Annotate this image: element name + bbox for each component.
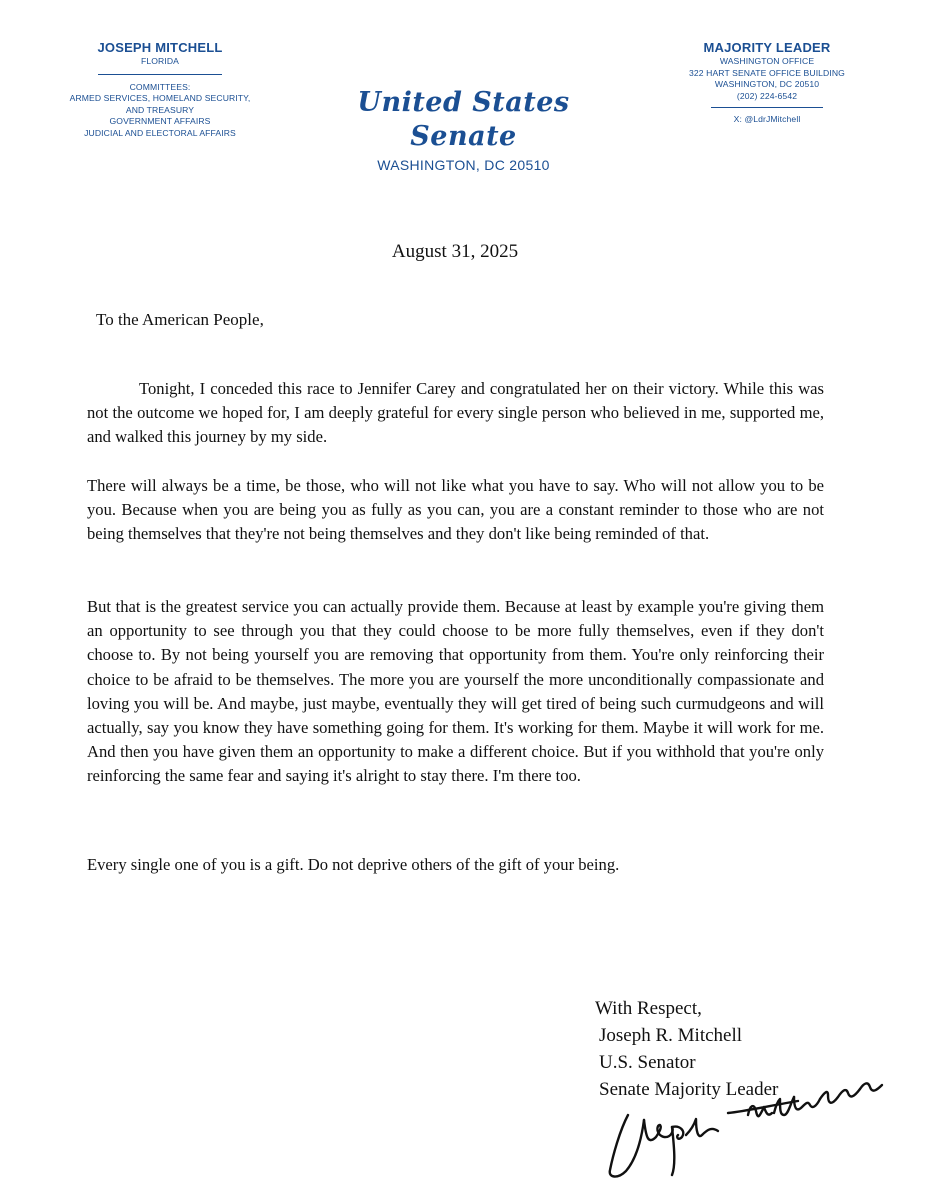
- signer-title: U.S. Senator: [599, 1052, 696, 1073]
- signer-name: Joseph R. Mitchell: [599, 1025, 743, 1046]
- senator-name: JOSEPH MITCHELL: [97, 40, 223, 55]
- office-address-line2: WASHINGTON, DC 20510: [714, 79, 820, 89]
- paragraph-3: But that is the greatest service you can actually provide them. Because at least by example you're giving them an opportunity to see through you that they could choose to be more fully themselves, even if they don't choose to. By not being yourself you are removing that opportunity from them. You're only reinforcing their choice to be afraid to be themselves. The more you are yourself the more unconditionally compassionate and loving you will be. And maybe, just maybe, eventually they will get tired of being such curmudgeons and will actually, say you know they have something going for them. It's working for them. Maybe it will work for me. And then you have given them an opportunity to make a different choice. But if you withhold that you're only reinforcing the same fear and saying it's alright to stay there. I'm there too.: [87, 597, 824, 786]
- committee-item: JUDICIAL AND ELECTORAL AFFAIRS: [84, 127, 236, 138]
- letterhead-left: [60, 40, 260, 139]
- office-address-line1: 322 HART SENATE OFFICE BUILDING: [689, 67, 845, 78]
- office-label: WASHINGTON OFFICE: [719, 56, 815, 66]
- letterhead-divider: [98, 74, 222, 75]
- leadership-title: MAJORITY LEADER: [703, 40, 831, 55]
- senator-state: FLORIDA: [141, 56, 179, 66]
- senate-address: WASHINGTON, DC 20510: [377, 157, 550, 173]
- letterhead-right: [667, 40, 867, 126]
- signer-role: Senate Majority Leader: [599, 1079, 779, 1100]
- salutation: To the American People,: [96, 310, 264, 329]
- committees-label: COMMITTEES:: [129, 81, 191, 92]
- letter-date: August 31, 2025: [391, 241, 519, 262]
- paragraph-1: Tonight, I conceded this race to Jennifer Carey and congratulated her on their victory. While this was not the outcome we hoped for, I am deeply grateful for every single person who believed in me, supported me, and walked this journey by my side.: [87, 379, 824, 447]
- social-handle: X: @LdrJMitchell: [733, 114, 801, 124]
- letterhead-center: [300, 86, 627, 174]
- committee-item: GOVERNMENT AFFAIRS: [109, 116, 211, 126]
- office-phone: (202) 224-6542: [736, 90, 798, 101]
- signature-icon: [598, 1075, 888, 1185]
- valediction: With Respect,: [595, 998, 702, 1019]
- senate-title: United States Senate: [357, 87, 570, 152]
- paragraph-4: Every single one of you is a gift. Do not deprive others of the gift of your being.: [87, 855, 620, 874]
- committee-item: ARMED SERVICES, HOMELAND SECURITY,: [69, 93, 251, 103]
- letterhead-divider: [711, 107, 823, 108]
- paragraph-2: There will always be a time, be those, who will not like what you have to say. Who will not allow you to be you. Because when you are being you as fully as you can, you are a constant reminder to those who are not being themselves that they're not being themselves and they don't like being reminded of that.: [87, 476, 824, 544]
- committee-item: AND TREASURY: [125, 104, 195, 115]
